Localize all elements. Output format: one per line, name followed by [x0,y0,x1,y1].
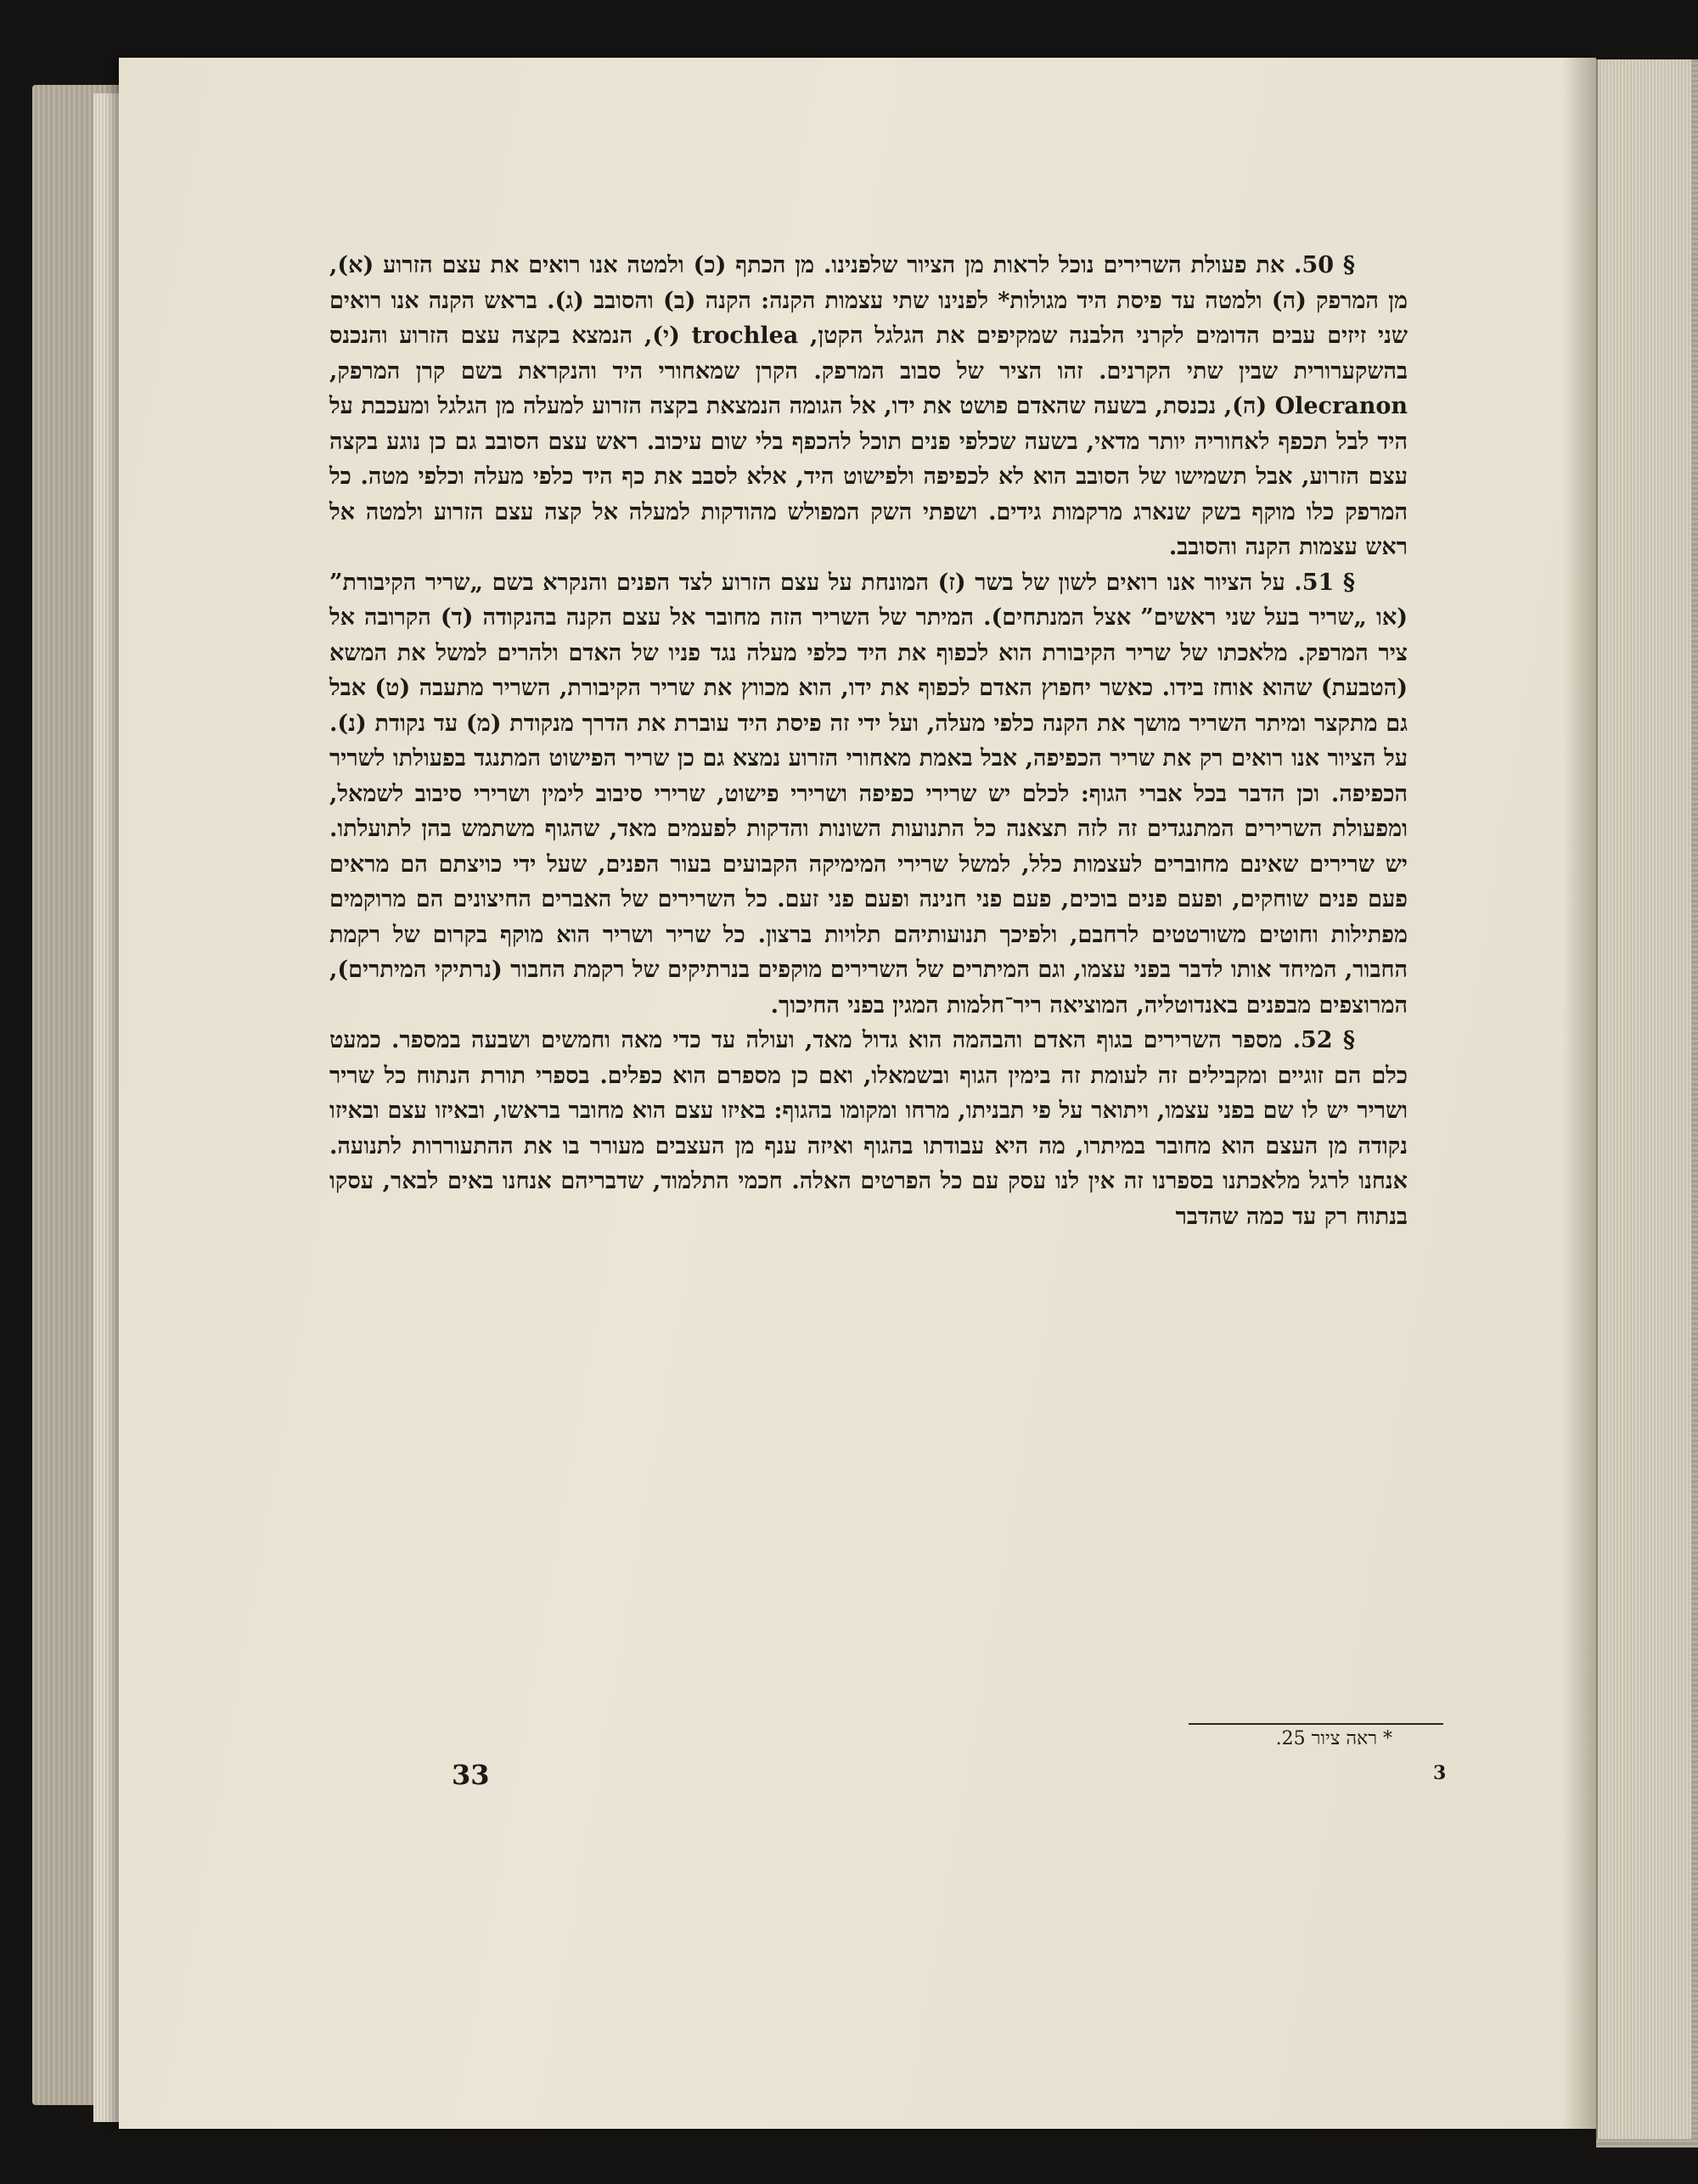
gutter-shadow [1562,58,1596,2129]
page-number: 3 [1433,1762,1447,1784]
body-text [329,248,1408,1234]
paragraph-50: § 50. את פעולת השרירים נוכל לראות מן הציור שלפנינו. מן הכתף (כ) ולמטה אנו רואים את עצם הזרוע (א), מן המרפק (ה) ולמטה עד פיסת היד מגולות* לפנינו שתי עצמות הקנה: הקנה (ב) והסובב (ג). בראש הקנה אנו רואים שני זיזים עבים הדומים לקרני הלבנה שמקיפים את הגלגל הקטן, trochlea (י), הנמצא בקצה עצם הזרוע והנכנס בהשקערורית שבין שתי הקרנים. זהו הציר של סבוב המרפק. הקרן שמאחורי היד והנקראת בשם קרן המרפק, Olecranon (ה), נכנסת, בשעה שהאדם פושט את ידו, אל הגומה הנמצאת בקצה הזרוע למעלה מן הגלגל ומעכבת על היד לבל תכפף לאחוריה יותר מדאי, בשעה שכלפי פנים תוכל להכפף בלי שום עיכוב. ראש עצם הסובב גם כן נוגע בקצה עצם הזרוע, אבל תשמישו של הסובב הוא לא לכפיפה ולפישוט היד, אלא לסבב את כף היד כלפי מעלה וכלפי מטה. כל המרפק כלו מוקף בשק שנארג מרקמות גידים. ושפתי השק המפולש מהודקות למעלה אל קצה עצם הזרוע ולמטה אל ראש עצמות הקנה והסובב. [329,252,1408,560]
footnote-rule [1189,1723,1443,1725]
paragraph-52: § 52. מספר השרירים בגוף האדם והבהמה הוא גדול מאד, ועולה עד כדי מאה וחמשים ושבעה במספר. כמעט כלם הם זוגיים ומקבילים זה לעומת זה בימין הגוף ובשמאלו, ואם כן מספרם הוא כפלים. בספרי תורת הנתוח כל שריר ושריר יש לו שם בפני עצמו, ויתואר על פי תבניתו, מרחו ומקומו בהגוף: באיזו עצם הוא מחובר בראשו, ובאיזו עצם ובאיזו נקודה מן העצם הוא מחובר במיתרו, מה היא עבודתו בהגוף ואיזה ענף מן העצבים מעורר בו את ההתעוררות לתנועה. אנחנו לרגל מלאכתנו בספרנו זה אין לנו עסק עם כל הפרטים האלה. חכמי התלמוד, שדבריהם אנחנו באים לבאר, עסקו בנתוח רק עד כמה שהדבר [329,1027,1408,1230]
signature-number: 33 [452,1759,490,1791]
footnote: * ראה ציור 25. [1275,1728,1392,1749]
paragraph-51: § 51. על הציור אנו רואים לשון של בשר (ז) המונחת על עצם הזרוע לצד הפנים והנקרא בשם „שריר הקיבורת” (או „שריר בעל שני ראשים” אצל המנתחים). המיתר של השריר הזה מחובר אל עצם הקנה בהנקודה (ד) הקרובה אל ציר המרפק. מלאכתו של שריר הקיבורת הוא לכפוף את היד כלפי מעלה נגד פניו של האדם ולהרים למשל את המשא (הטבעת) שהוא אוחז בידו. כאשר יחפוץ האדם לכפוף את ידו, הוא מכווץ את שריר הקיבורת, השריר מתעבה (ט) אבל גם מתקצר ומיתר השריר מושך את הקנה כלפי מעלה, ועל ידי זה פיסת היד עוברת את הדרך מנקודת (מ) עד נקודת (נ). על הציור אנו רואים רק את שריר הכפיפה, אבל באמת מאחורי הזרוע נמצא גם כן שריר הפישוט המתנגד בפעולתו לשריר הכפיפה. וכן הדבר בכל אברי הגוף: לכלם יש שרירי כפיפה ושרירי פישוט, שרירי סיבוב לימין ושרירי סיבוב לשמאל, ומפעולת השרירים המתנגדים זה לזה תצאנה כל התנועות השונות והדקות לפעמים מאד, שהגוף משתמש בהן לתועלתו. יש שרירים שאינם מחוברים לעצמות כלל, למשל שרירי המימיקה הקבועים בעור הפנים, שעל ידי כויצתם הם מראים פעם פנים שוחקים, ופעם פנים בוכים, פעם פני חנינה ופעם פני זעם. כל השרירים של האברים החיצונים הם מרוקמים מפתילות וחוטים משורטטים לרחבם, ולפיכך תנועותיהם תלויות ברצון. כל שריר ושריר הוא מוקף בקרום של רקמת החבור, המיחד אותו לדבר בפני עצמו, וגם המיתרים של השרירים מוקפים בנרתיקים של רקמת החבור (נרתיקי המיתרים), המרוצפים מבפנים באנדוטליה, המוציאה ריר־חלמות המגין בפני החיכוך. [329,569,1408,1019]
page-stack-right [1596,59,1691,2139]
